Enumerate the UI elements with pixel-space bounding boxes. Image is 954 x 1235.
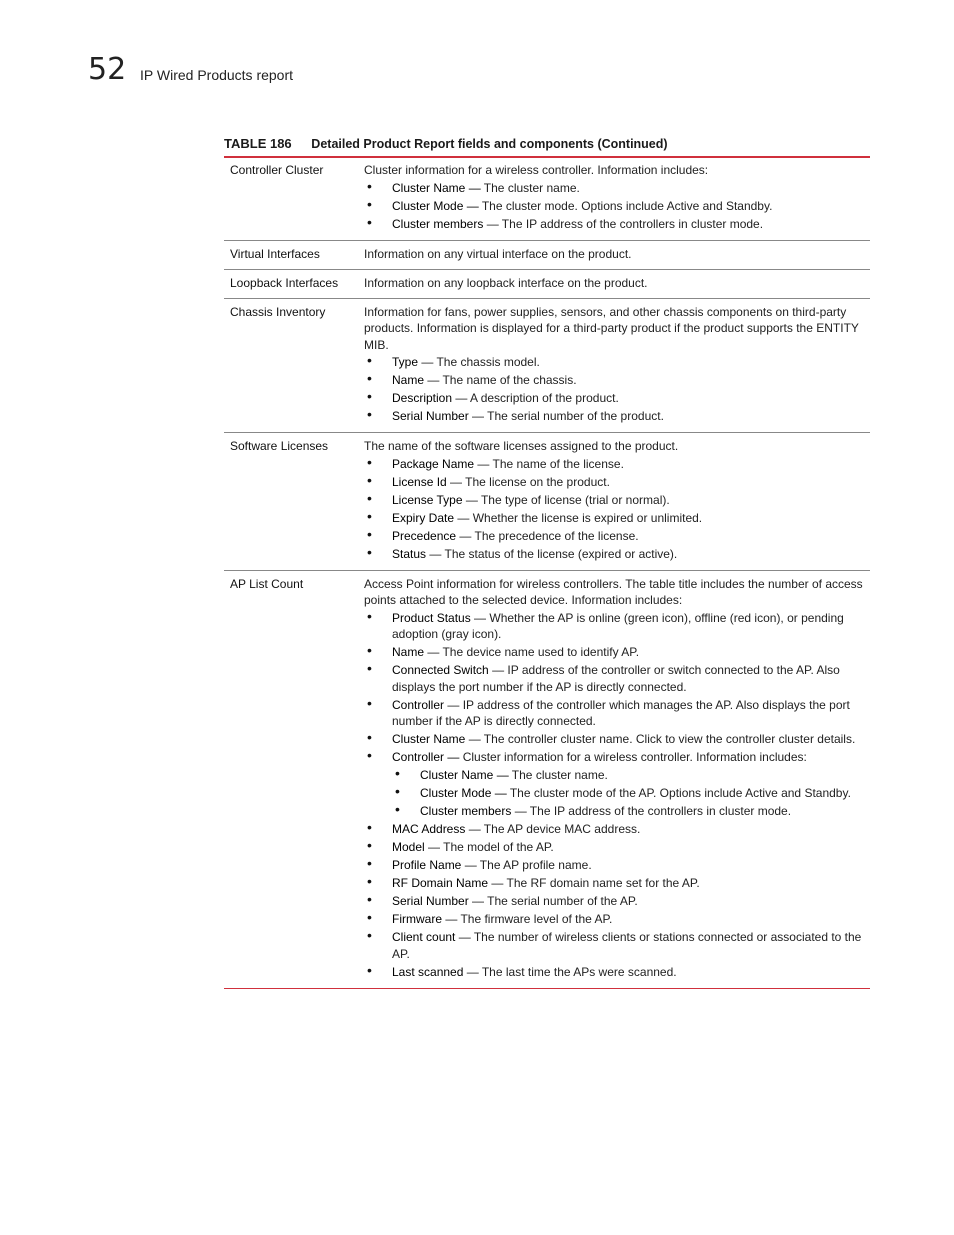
field-name: Controller Cluster <box>230 163 324 177</box>
table-row <box>224 432 870 570</box>
item-term: License Id <box>392 474 447 489</box>
item-text: — IP address of the controller or switch connected to the AP. Also displays the port number if the AP is directly connected. <box>392 663 840 694</box>
item-term: Serial Number <box>392 409 469 423</box>
item-term: Name <box>392 373 425 387</box>
item-term: Cluster Name <box>392 732 466 746</box>
field-name: AP List Count <box>230 576 304 591</box>
item-text: — The RF domain name set for the AP. <box>488 876 700 890</box>
item-text: — A description of the product. <box>452 391 619 405</box>
field-description <box>364 304 870 427</box>
item-text: Cluster information for a wireless controller. Information includes: <box>459 750 807 764</box>
item-term: Name <box>392 645 425 659</box>
item-text: — The device name used to identify AP. <box>424 645 640 659</box>
list-item <box>364 893 864 910</box>
item-text: — Whether the AP is online (green icon), offline (red icon), or pending adoption (gray icon). <box>392 610 844 641</box>
item-text: — The type of license (trial or normal). <box>462 492 670 507</box>
description-intro: Information on any loopback interface on the product. <box>364 275 648 290</box>
description-intro: The name of the software licenses assigned to the product. <box>364 439 679 453</box>
list-item <box>364 821 864 838</box>
item-term: Cluster Name — <box>392 180 481 195</box>
list-item <box>392 767 864 784</box>
field-name: Loopback Interfaces <box>230 275 339 290</box>
list-item <box>364 610 864 643</box>
item-term: RF Domain Name <box>392 876 489 890</box>
item-text: — The serial number of the AP. <box>468 894 638 908</box>
table-label: TABLE 186 <box>224 136 292 151</box>
item-term: License Type <box>392 492 463 507</box>
list-item <box>392 803 864 820</box>
list-item <box>364 697 864 730</box>
list-item <box>364 408 864 425</box>
field-description <box>364 275 870 292</box>
list-item <box>364 749 864 766</box>
field-description <box>364 576 870 982</box>
description-intro: Information on any virtual interface on the product. <box>364 246 632 261</box>
item-term: Firmware <box>392 912 442 926</box>
item-term: Type <box>392 355 419 369</box>
item-text: — The model of the AP. <box>424 840 554 854</box>
description-intro: Cluster information for a wireless controller. Information includes: <box>364 163 709 177</box>
list-item <box>364 857 864 874</box>
item-term: Connected Switch <box>392 663 489 677</box>
item-term: Status <box>392 546 427 561</box>
item-term: Expiry Date <box>392 510 455 525</box>
list-item <box>364 839 864 856</box>
field-name: Chassis Inventory <box>230 304 326 319</box>
item-text: — The firmware level of the AP. <box>442 912 613 926</box>
table-row <box>224 570 870 988</box>
list-item <box>364 875 864 892</box>
item-term: Client count <box>392 930 456 944</box>
field-name: Software Licenses <box>230 439 329 453</box>
list-item <box>364 662 864 695</box>
table-row <box>224 269 870 298</box>
item-term: Controller <box>392 697 445 712</box>
item-text: — The serial number of the product. <box>468 409 664 423</box>
item-term: Cluster Mode — <box>420 786 507 800</box>
table-title: Detailed Product Report fields and components (Continued) <box>311 137 668 151</box>
item-term: Description <box>392 391 453 405</box>
item-term: Cluster members <box>392 216 484 231</box>
table-caption <box>224 136 668 152</box>
item-term: Controller — <box>392 750 460 764</box>
item-text: — The AP device MAC address. <box>465 822 641 836</box>
item-term: Cluster Mode — <box>392 198 479 213</box>
bullet-list <box>364 180 864 233</box>
field-description <box>364 438 870 564</box>
bullet-list <box>364 821 864 980</box>
list-item <box>364 474 864 491</box>
list-item <box>364 528 864 545</box>
item-text: — The license on the product. <box>446 474 610 489</box>
item-text: — The name of the license. <box>474 456 624 471</box>
item-term: MAC Address <box>392 822 466 836</box>
list-item <box>364 180 864 197</box>
item-term: Serial Number <box>392 894 469 908</box>
list-item <box>364 929 864 962</box>
table-row <box>224 158 870 240</box>
item-text: The cluster mode of the AP. Options include Active and Standby. <box>506 786 851 800</box>
item-term: Package Name <box>392 456 475 471</box>
item-text: — The last time the APs were scanned. <box>463 964 677 979</box>
table-row <box>224 298 870 433</box>
item-text: — The number of wireless clients or stations connected or associated to the AP. <box>392 930 862 961</box>
item-term: Product Status <box>392 610 471 625</box>
item-text: — The precedence of the license. <box>456 528 639 543</box>
list-item <box>364 372 864 389</box>
bullet-list <box>364 610 864 766</box>
list-item <box>364 510 864 527</box>
list-item <box>364 198 864 215</box>
field-name: Virtual Interfaces <box>230 246 320 261</box>
description-intro: Access Point information for wireless controllers. The table title includes the number of access points attached to the selected device. Information includes: <box>364 576 863 607</box>
description-intro: Information for fans, power supplies, sensors, and other chassis components on third-party products. Information is displayed for a third-party product if the product supports the ENTITY MIB. <box>364 304 859 352</box>
list-item <box>364 390 864 407</box>
list-item <box>364 456 864 473</box>
item-text: — The IP address of the controllers in cluster mode. <box>511 804 792 818</box>
report-table <box>224 156 870 989</box>
list-item <box>364 546 864 563</box>
item-text: The cluster name. <box>480 180 580 195</box>
list-item <box>364 644 864 661</box>
list-item <box>364 731 864 748</box>
list-item <box>364 354 864 371</box>
item-text: — The status of the license (expired or active). <box>426 546 678 561</box>
item-text: The cluster mode. Options include Active and Standby. <box>478 198 773 213</box>
list-item <box>364 911 864 928</box>
item-term: Precedence <box>392 528 457 543</box>
item-term: Model <box>392 840 425 854</box>
item-text: — IP address of the controller which manages the AP. Also displays the port number if the AP is directly connected. <box>392 697 850 728</box>
list-item <box>364 964 864 981</box>
field-description <box>364 246 870 263</box>
item-text: The cluster name. <box>508 768 608 782</box>
list-item <box>364 216 864 233</box>
list-item <box>392 785 864 802</box>
item-text: — The controller cluster name. Click to view the controller cluster details. <box>465 732 856 746</box>
nested-bullet-list <box>392 767 864 820</box>
list-item <box>364 492 864 509</box>
item-text: — The name of the chassis. <box>424 373 577 387</box>
item-term: Profile Name <box>392 858 462 872</box>
table-row <box>224 240 870 269</box>
bullet-list <box>364 456 864 563</box>
item-term: Cluster Name — <box>420 768 509 782</box>
chapter-title: IP Wired Products report <box>140 67 294 83</box>
item-text: — Whether the license is expired or unlimited. <box>454 510 703 525</box>
item-term: Last scanned <box>392 964 464 979</box>
item-term: Cluster members <box>420 804 512 818</box>
field-description <box>364 162 870 234</box>
item-text: — The AP profile name. <box>461 858 592 872</box>
bullet-list <box>364 354 864 425</box>
item-text: — The IP address of the controllers in cluster mode. <box>483 216 764 231</box>
chapter-number: 52 <box>88 52 127 87</box>
item-text: — The chassis model. <box>418 355 540 369</box>
